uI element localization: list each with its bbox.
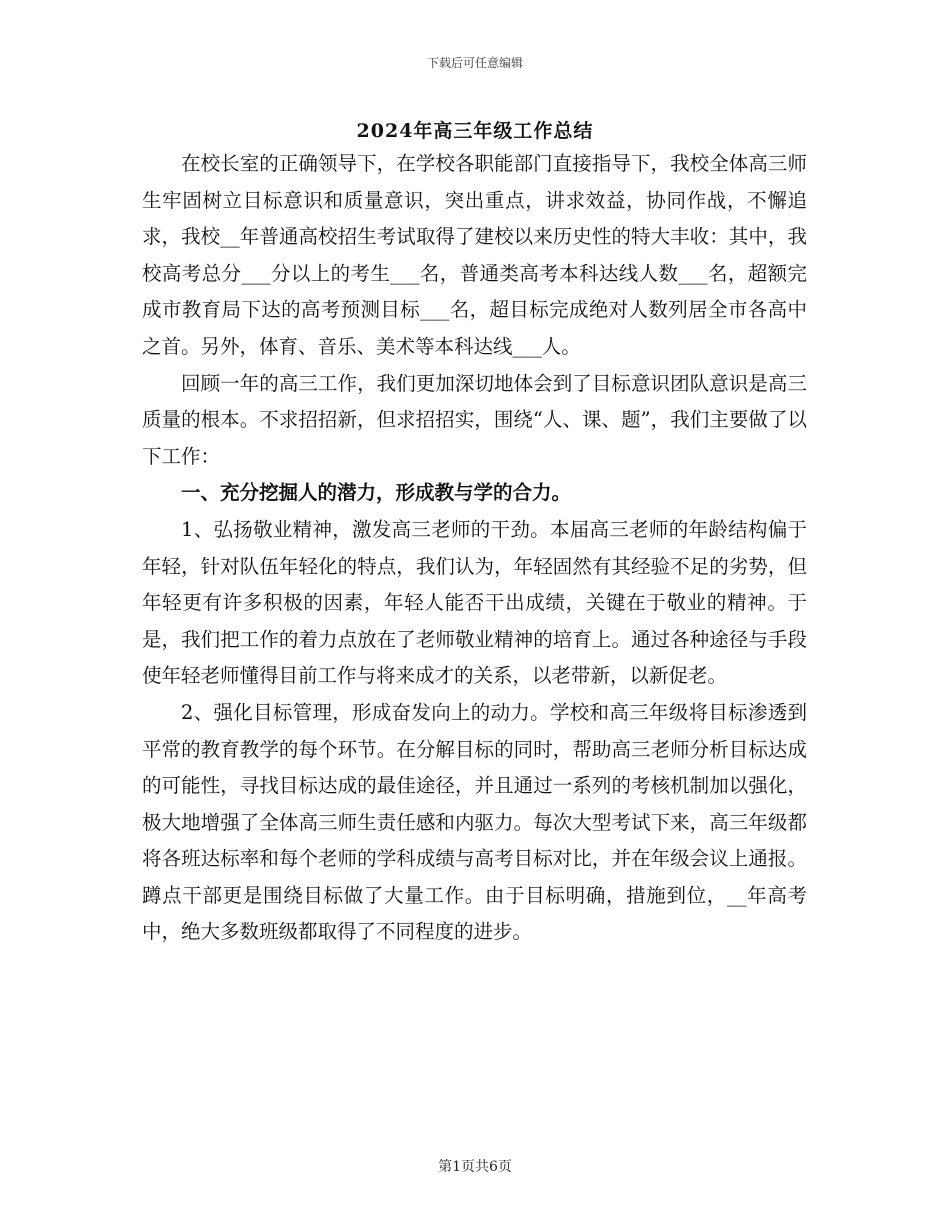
document-title: 2024年高三年级工作总结 bbox=[356, 120, 594, 142]
section-heading-1: 一、充分挖掘人的潜力，形成教与学的合力。 bbox=[181, 481, 572, 505]
header-note: 下载后可任意编辑 bbox=[426, 56, 523, 70]
paragraph-review: 回顾一年的高三工作，我们更加深切地体会到了目标意识团队意识是高三质量的根本。不求招招新，但求招招实，围绕“人、课、题”，我们主要做了以下工作： bbox=[142, 371, 807, 468]
paragraph-item-2: 2、强化目标管理，形成奋发向上的动力。学校和高三年级将目标渗透到平常的教育教学的每个环节。在分解目标的同时，帮助高三老师分析目标达成的可能性，寻找目标达成的最佳途径，并且通过一系列的考核机制加以强化，极大地增强了全体高三师生责任感和内驱力。每次大型考试下来，高三年级都将各班达标率和每个老师的学科成绩与高考目标对比，并在年级会议上通报。蹲点干部更是围绕目标做了大量工作。由于目标明确，措施到位，__年高考中，绝大多数班级都取得了不同程度的进步。 bbox=[142, 700, 807, 944]
paragraph-item-1: 1、弘扬敬业精神，激发高三老师的干劲。本届高三老师的年龄结构偏于年轻，针对队伍年轻化的特点，我们认为，年轻固然有其经验不足的劣势，但年轻更有许多积极的因素，年轻人能否干出成绩，关键在于敬业的精神。于是，我们把工作的着力点放在了老师敬业精神的培育上。通过各种途径与手段使年轻老师懂得目前工作与将来成才的关系，以老带新，以新促老。 bbox=[142, 517, 807, 688]
page-number: 第1页共6页 bbox=[438, 1159, 512, 1175]
document-body bbox=[142, 146, 807, 951]
paragraph-intro: 在校长室的正确领导下，在学校各职能部门直接指导下，我校全体高三师生牢固树立目标意识和质量意识，突出重点，讲求效益，协同作战，不懈追求，我校__年普通高校招生考试取得了建校以来历史性的特大丰收：其中，我校高考总分___分以上的考生___名，普通类高考本科达线人数___名，超额完成市教育局下达的高考预测目标___名，超目标完成绝对人数列居全市各高中之首。另外，体育、音乐、美术等本科达线___人。 bbox=[142, 152, 807, 358]
